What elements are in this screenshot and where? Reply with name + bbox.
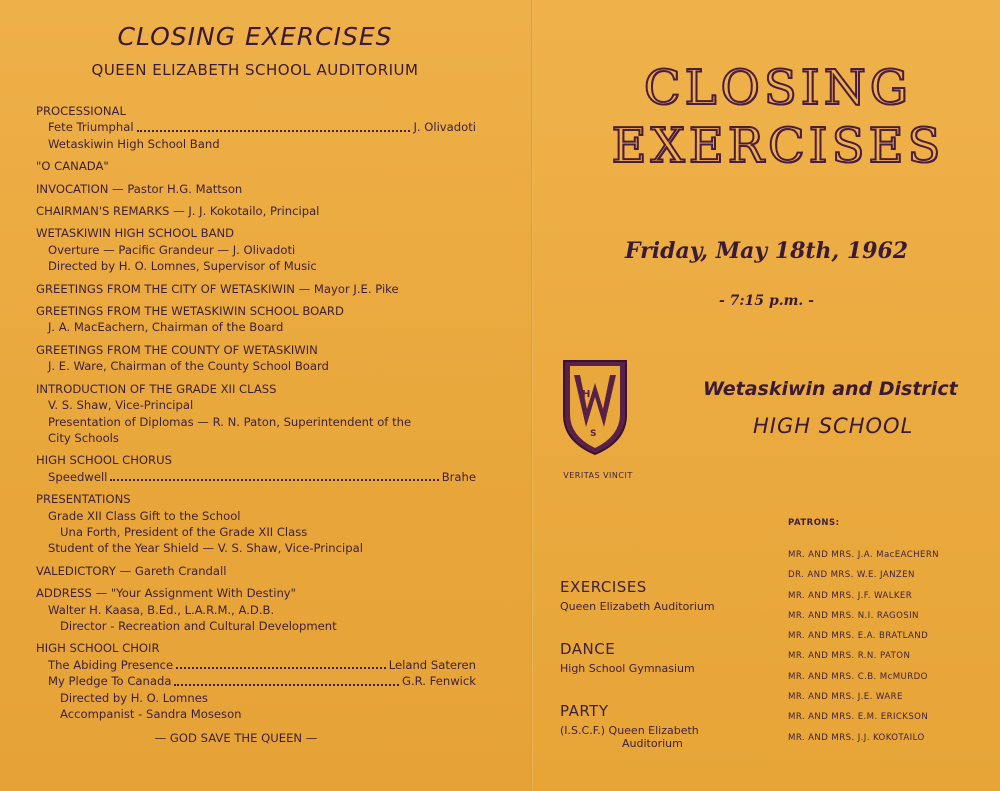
- chorus-composer: Brahe: [441, 469, 476, 484]
- choir-heading: HIGH SCHOOL CHOIR: [36, 641, 160, 656]
- school-motto: VERITAS VINCIT: [563, 471, 633, 480]
- patron-item: DR. AND MRS. W.E. JANZEN: [788, 570, 915, 581]
- left-title: CLOSING EXERCISES: [117, 22, 393, 51]
- band-directed: Directed by H. O. Lomnes, Supervisor of Music: [48, 259, 317, 274]
- greet-board-person: J. A. MacEachern, Chairman of the Board: [48, 320, 284, 335]
- patron-item: MR. AND MRS. N.I. RAGOSIN: [788, 610, 919, 621]
- presentations-heading: PRESENTATIONS: [36, 492, 131, 507]
- choir-accompanist: Accompanist - Sandra Moseson: [60, 707, 242, 721]
- diplomas-cont: City Schools: [48, 430, 119, 445]
- chorus-heading: HIGH SCHOOL CHORUS: [36, 453, 172, 468]
- address-speaker: Walter H. Kaasa, B.Ed., L.A.R.M., A.D.B.: [48, 602, 275, 617]
- band-overture: Overture — Pacific Grandeur — J. Olivadoti: [48, 242, 296, 257]
- patron-item: MR. AND MRS. J.A. MacEACHERN: [788, 550, 940, 560]
- greet-board: GREETINGS FROM THE WETASKIWIN SCHOOL BOARD: [36, 304, 344, 319]
- processional-piece-row: [36, 119, 476, 135]
- address-role: Director - Recreation and Cultural Development: [60, 618, 337, 633]
- choir-composer-1: Leland Sateren: [388, 657, 476, 672]
- program-list: [36, 103, 476, 747]
- school-name-line-1: Wetaskiwin and District: [703, 378, 958, 400]
- event-exercises: [560, 578, 715, 613]
- patron-item: MR. AND MRS. R.N. PATON: [788, 651, 911, 662]
- cover-right-page: [533, 0, 1000, 791]
- choir-piece-1: The Abiding Presence: [48, 657, 174, 672]
- event-party: [560, 702, 699, 750]
- left-subtitle: QUEEN ELIZABETH SCHOOL AUDITORIUM: [91, 61, 419, 79]
- patron-item: MR. AND MRS. J.E. WARE: [788, 692, 903, 703]
- chairman-remarks: CHAIRMAN'S REMARKS — J. J. Kokotailo, Principal: [36, 204, 320, 219]
- greet-county: GREETINGS FROM THE COUNTY OF WETASKIWIN: [36, 342, 318, 357]
- event-place: High School Gymnasium: [560, 662, 695, 675]
- cover-title-line-1: CLOSING: [643, 60, 913, 116]
- processional-band: Wetaskiwin High School Band: [48, 136, 220, 151]
- processional-piece: Fete Triumphal: [48, 120, 134, 135]
- patrons-list: [788, 545, 939, 748]
- event-title: EXERCISES: [560, 578, 647, 596]
- dot-leader: [110, 469, 438, 481]
- intro-vp: V. S. Shaw, Vice-Principal: [48, 398, 194, 413]
- choir-row-1: [36, 657, 476, 673]
- choir-piece-2: My Pledge To Canada: [48, 674, 172, 689]
- cover-title-line-2: EXERCISES: [611, 118, 945, 174]
- choir-directed: Directed by H. O. Lomnes: [60, 690, 208, 705]
- chorus-row: [36, 469, 476, 485]
- year-shield: Student of the Year Shield — V. S. Shaw, Vice-Principal: [48, 541, 363, 556]
- processional-heading: PROCESSIONAL: [36, 104, 126, 118]
- event-title: DANCE: [560, 640, 616, 658]
- anthem: "O CANADA": [36, 159, 109, 174]
- event-place: (I.S.C.F.) Queen Elizabeth: [560, 724, 699, 737]
- event-title: PARTY: [560, 702, 609, 720]
- chorus-piece: Speedwell: [48, 469, 108, 484]
- dot-leader: [176, 657, 386, 669]
- god-save-queen: — GOD SAVE THE QUEEN —: [154, 731, 318, 746]
- choir-row-2: [36, 673, 476, 689]
- class-gift-person: Una Forth, President of the Grade XII Class: [60, 524, 308, 539]
- event-dance: [560, 640, 695, 675]
- greet-city: GREETINGS FROM THE CITY OF WETASKIWIN — Mayor J.E. Pike: [36, 281, 399, 296]
- processional-composer: J. Olivadoti: [413, 120, 476, 135]
- event-date: Friday, May 18th, 1962: [624, 238, 909, 264]
- event-place-cont: Auditorium: [622, 737, 683, 750]
- invocation: INVOCATION — Pastor H.G. Mattson: [36, 181, 243, 196]
- patron-item: MR. AND MRS. J.J. KOKOTAILO: [788, 732, 925, 743]
- choir-composer-2: G.R. Fenwick: [402, 674, 476, 689]
- svg-text:S: S: [590, 429, 597, 439]
- patron-item: MR. AND MRS. E.A. BRATLAND: [788, 631, 929, 642]
- dot-leader: [137, 119, 411, 131]
- address-heading: ADDRESS — "Your Assignment With Destiny": [36, 586, 296, 601]
- event-time: - 7:15 p.m. -: [719, 293, 814, 309]
- patron-item: MR. AND MRS. E.M. ERICKSON: [788, 712, 929, 723]
- class-gift: Grade XII Class Gift to the School: [48, 508, 241, 523]
- svg-text:H: H: [582, 389, 591, 400]
- school-name-line-2: HIGH SCHOOL: [753, 414, 914, 438]
- greet-county-person: J. E. Ware, Chairman of the County School Board: [48, 359, 329, 374]
- patrons-heading: PATRONS:: [788, 518, 840, 528]
- diplomas: Presentation of Diplomas — R. N. Paton, Superintendent of the: [48, 414, 412, 429]
- patron-item: MR. AND MRS. J.F. WALKER: [788, 590, 913, 601]
- school-crest-icon: [560, 357, 630, 457]
- valedictory: VALEDICTORY — Gareth Crandall: [36, 563, 227, 578]
- band-heading: WETASKIWIN HIGH SCHOOL BAND: [36, 226, 235, 241]
- event-place: Queen Elizabeth Auditorium: [560, 600, 715, 613]
- intro-class: INTRODUCTION OF THE GRADE XII CLASS: [36, 381, 277, 396]
- dot-leader: [174, 673, 399, 685]
- patron-item: MR. AND MRS. C.B. McMURDO: [788, 671, 928, 682]
